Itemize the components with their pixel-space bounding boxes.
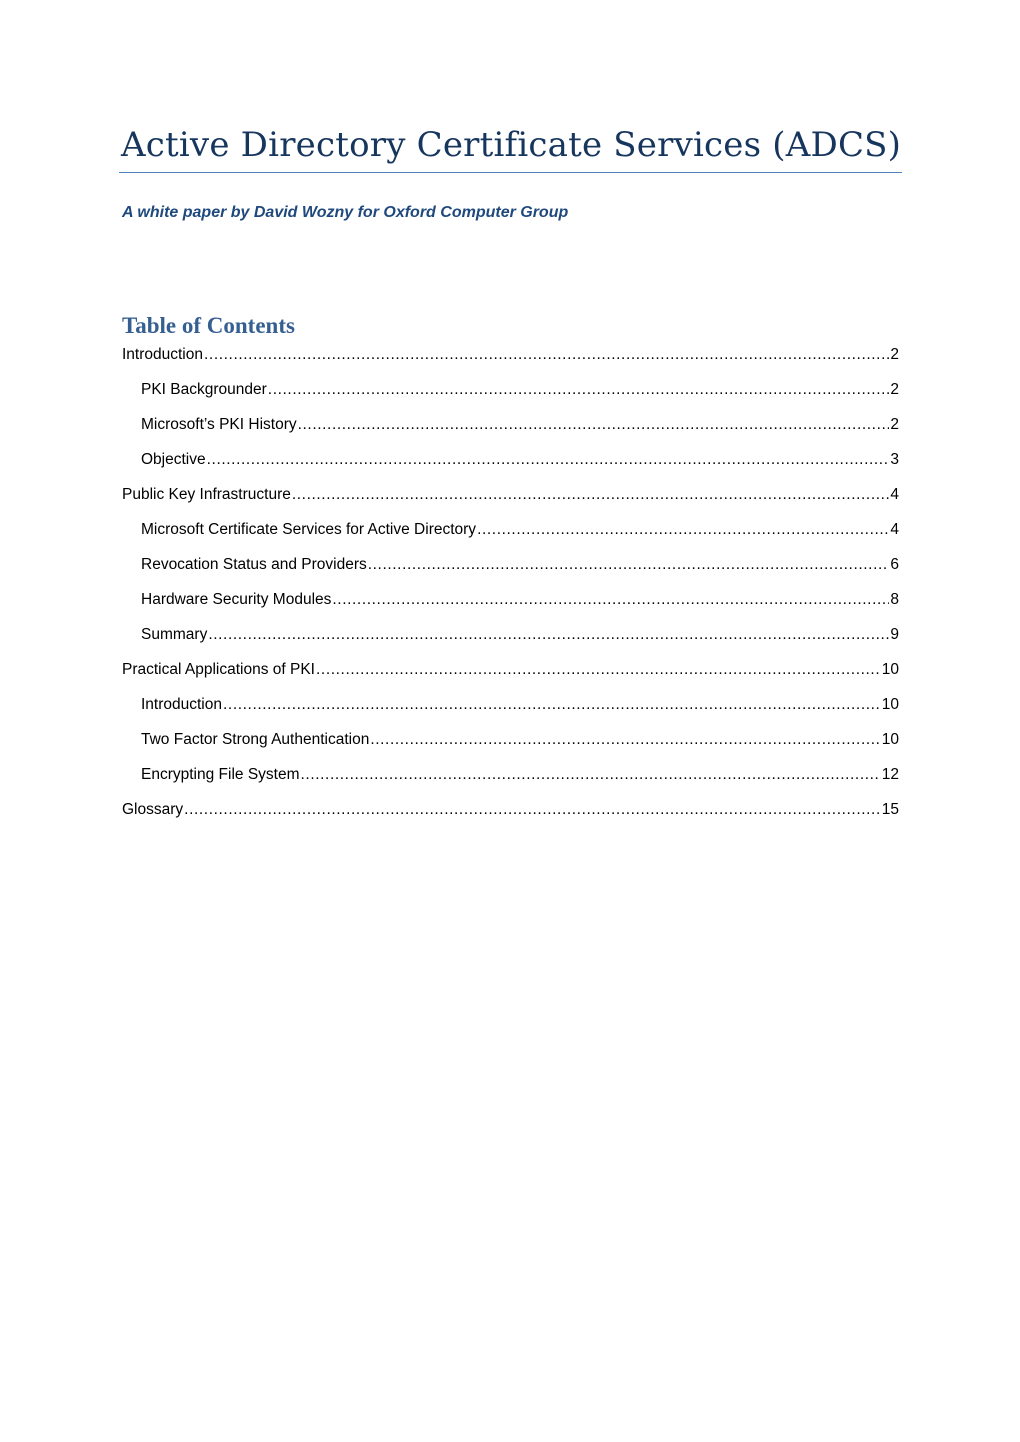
toc-entry-introduction[interactable] (122, 342, 899, 377)
toc-entry-page: 9 (890, 626, 899, 643)
toc-dot-leader (370, 727, 880, 753)
toc-entry-page: 2 (890, 416, 899, 433)
toc-entry-label: Introduction (122, 346, 203, 363)
toc-entry-objective[interactable] (122, 447, 899, 482)
toc-entry-page: 8 (890, 591, 899, 608)
toc-entry-glossary[interactable] (122, 797, 899, 832)
toc-entry-label: Revocation Status and Providers (141, 556, 367, 573)
toc-heading: Table of Contents (122, 313, 295, 338)
toc-dot-leader (368, 552, 890, 578)
toc-entry-page: 10 (881, 661, 899, 678)
toc-entry-page: 10 (881, 731, 899, 748)
toc-dot-leader (208, 622, 889, 648)
toc-dot-leader (204, 342, 889, 368)
toc-entry-introduction-2[interactable] (122, 692, 899, 727)
toc-dot-leader (268, 377, 890, 403)
toc-dot-leader (301, 762, 881, 788)
toc-dot-leader (292, 482, 890, 508)
toc-entry-page: 3 (890, 451, 899, 468)
toc-entry-label: Encrypting File System (141, 766, 300, 783)
toc-dot-leader (316, 657, 881, 683)
toc-dot-leader (298, 412, 890, 438)
toc-entry-label: Objective (141, 451, 206, 468)
toc-entry-hardware-security-modules[interactable] (122, 587, 899, 622)
toc-dot-leader (332, 587, 889, 613)
toc-entry-microsofts-pki-history[interactable] (122, 412, 899, 447)
toc-entry-page: 4 (890, 486, 899, 503)
toc-entry-encrypting-file-system[interactable] (122, 762, 899, 797)
toc-entry-label: Practical Applications of PKI (122, 661, 315, 678)
toc-entry-revocation-status[interactable] (122, 552, 899, 587)
toc-entry-label: Summary (141, 626, 208, 643)
document-subtitle: A white paper by David Wozny for Oxford Computer Group (122, 204, 569, 221)
toc-dot-leader (223, 692, 881, 718)
toc-entry-pki-backgrounder[interactable] (122, 377, 899, 412)
toc-entry-page: 6 (890, 556, 899, 573)
toc-entry-label: Microsoft Certificate Services for Active Directory (141, 521, 477, 538)
toc-dot-leader (477, 517, 889, 543)
toc-entry-practical-applications[interactable] (122, 657, 899, 692)
toc-entry-label: Two Factor Strong Authentication (141, 731, 370, 748)
toc-entry-page: 10 (881, 696, 899, 713)
toc-entry-microsoft-certificate-services[interactable] (122, 517, 899, 552)
toc-entry-two-factor-authentication[interactable] (122, 727, 899, 762)
toc-entry-label: PKI Backgrounder (141, 381, 267, 398)
table-of-contents (122, 342, 899, 832)
toc-entry-label: Introduction (141, 696, 222, 713)
toc-entry-label: Hardware Security Modules (141, 591, 332, 608)
toc-entry-page: 2 (890, 381, 899, 398)
title-underline-divider (119, 172, 902, 173)
toc-entry-summary[interactable] (122, 622, 899, 657)
document-title: Active Directory Certificate Services (ADCS) (121, 125, 902, 165)
toc-dot-leader (207, 447, 890, 473)
toc-entry-label: Public Key Infrastructure (122, 486, 291, 503)
toc-entry-page: 4 (890, 521, 899, 538)
toc-entry-public-key-infrastructure[interactable] (122, 482, 899, 517)
toc-entry-label: Microsoft’s PKI History (141, 416, 297, 433)
toc-entry-label: Glossary (122, 801, 184, 818)
toc-entry-page: 15 (881, 801, 899, 818)
toc-dot-leader (184, 797, 881, 823)
toc-entry-page: 2 (890, 346, 899, 363)
toc-entry-page: 12 (881, 766, 899, 783)
